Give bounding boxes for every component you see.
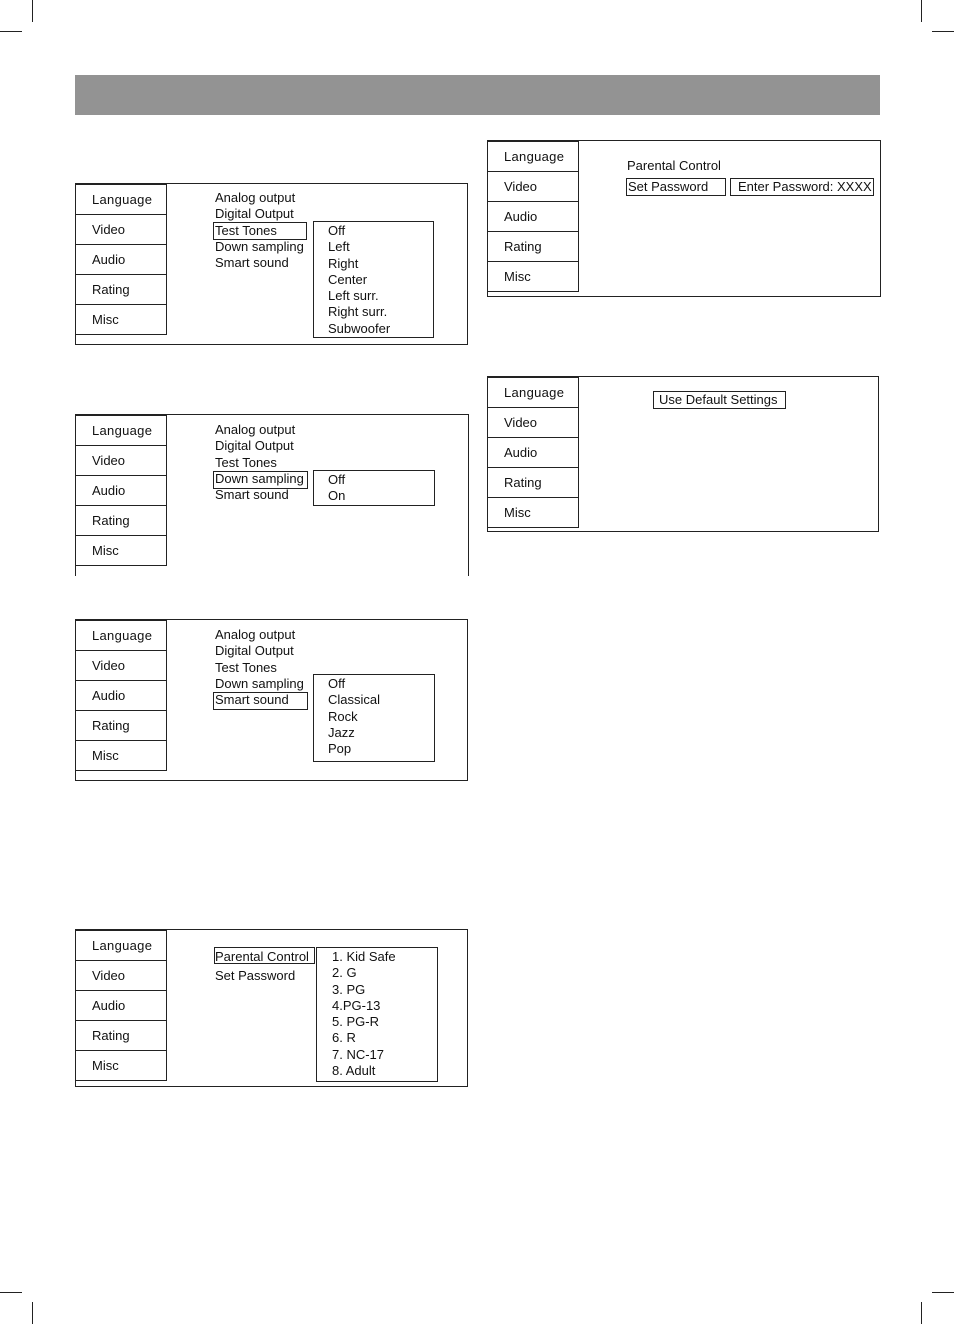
tab-language[interactable]: Language xyxy=(75,620,167,651)
option-right[interactable]: Right xyxy=(328,255,359,271)
crop-mark xyxy=(0,31,22,32)
tab-list xyxy=(487,141,579,292)
crop-mark xyxy=(32,0,33,22)
tab-misc[interactable]: Misc xyxy=(75,740,167,771)
panel-down-sampling xyxy=(75,414,469,576)
menu-item-analog-output[interactable]: Analog output xyxy=(215,190,296,205)
menu-item-test-tones[interactable]: Test Tones xyxy=(215,222,277,238)
tab-rating[interactable]: Rating xyxy=(75,505,167,536)
tab-rating[interactable]: Rating xyxy=(75,710,167,741)
menu-item-down-sampling[interactable]: Down sampling xyxy=(215,470,304,486)
parental-options xyxy=(316,947,438,1082)
selection-highlight xyxy=(213,222,307,240)
tab-audio[interactable]: Audio xyxy=(75,244,167,275)
menu-item-test-tones[interactable]: Test Tones xyxy=(215,454,277,470)
option-off[interactable]: Off xyxy=(328,676,346,691)
tab-rating[interactable]: Rating xyxy=(487,467,579,498)
tab-video[interactable]: Video xyxy=(487,407,579,438)
tab-misc[interactable]: Misc xyxy=(75,1050,167,1081)
tab-misc[interactable]: Misc xyxy=(75,535,167,566)
option-pg[interactable]: 3. PG xyxy=(332,981,366,997)
crop-mark xyxy=(921,0,922,22)
tab-language[interactable]: Language xyxy=(75,415,167,446)
panel-default-settings xyxy=(487,376,879,532)
menu-item-analog-output[interactable]: Analog output xyxy=(215,422,296,437)
smart-sound-options xyxy=(313,674,435,762)
menu-item-parental-control[interactable]: Parental Control xyxy=(215,949,309,964)
tab-language[interactable]: Language xyxy=(75,184,167,215)
crop-mark xyxy=(921,1302,922,1324)
panel-test-tones xyxy=(75,183,468,345)
panel-smart-sound xyxy=(75,619,468,781)
tab-audio[interactable]: Audio xyxy=(75,680,167,711)
option-right-surr[interactable]: Right surr. xyxy=(328,304,388,320)
tab-video[interactable]: Video xyxy=(75,214,167,245)
tab-video[interactable]: Video xyxy=(75,445,167,476)
crop-mark xyxy=(932,31,954,32)
tab-misc[interactable]: Misc xyxy=(487,497,579,528)
menu-item-smart-sound[interactable]: Smart sound xyxy=(215,692,289,708)
enter-password-field[interactable]: Enter Password: XXXX xyxy=(730,178,874,196)
tab-rating[interactable]: Rating xyxy=(75,1020,167,1051)
option-kid-safe[interactable]: 1. Kid Safe xyxy=(332,949,396,964)
panel-parental-control xyxy=(75,929,468,1087)
test-tones-options xyxy=(313,221,434,338)
tab-misc[interactable]: Misc xyxy=(75,304,167,335)
option-g[interactable]: 2. G xyxy=(332,965,357,981)
tab-list xyxy=(75,184,167,335)
panel-set-password xyxy=(487,140,881,297)
tab-video[interactable]: Video xyxy=(75,960,167,991)
tab-audio[interactable]: Audio xyxy=(75,475,167,506)
tab-language[interactable]: Language xyxy=(487,377,579,408)
option-on[interactable]: On xyxy=(328,488,346,504)
tab-misc[interactable]: Misc xyxy=(487,261,579,292)
option-r[interactable]: 6. R xyxy=(332,1030,356,1046)
tab-video[interactable]: Video xyxy=(487,171,579,202)
tab-list xyxy=(75,415,167,566)
tab-list xyxy=(75,620,167,771)
menu-item-digital-output[interactable]: Digital Output xyxy=(215,643,294,659)
tab-audio[interactable]: Audio xyxy=(75,990,167,1021)
option-classical[interactable]: Classical xyxy=(328,692,381,708)
menu-item-set-password[interactable]: Set Password xyxy=(215,968,296,983)
tab-language[interactable]: Language xyxy=(75,930,167,961)
menu-item-down-sampling[interactable]: Down sampling xyxy=(215,238,304,254)
menu-item-digital-output[interactable]: Digital Output xyxy=(215,206,294,222)
tab-audio[interactable]: Audio xyxy=(487,201,579,232)
menu-item-test-tones[interactable]: Test Tones xyxy=(215,659,277,675)
crop-mark xyxy=(32,1302,33,1324)
tab-video[interactable]: Video xyxy=(75,650,167,681)
option-off[interactable]: Off xyxy=(328,223,346,238)
option-left-surr[interactable]: Left surr. xyxy=(328,288,379,304)
menu-item-digital-output[interactable]: Digital Output xyxy=(215,438,294,454)
selection-highlight xyxy=(213,471,308,489)
option-pg-13[interactable]: 4.PG-13 xyxy=(332,997,381,1013)
tab-list xyxy=(487,377,579,528)
option-center[interactable]: Center xyxy=(328,271,368,287)
crop-mark xyxy=(0,1292,22,1293)
menu-item-analog-output[interactable]: Analog output xyxy=(215,627,296,642)
menu-item-smart-sound[interactable]: Smart sound xyxy=(215,487,289,503)
option-adult[interactable]: 8. Adult xyxy=(332,1063,376,1079)
crop-mark xyxy=(932,1292,954,1293)
menu-item-smart-sound[interactable]: Smart sound xyxy=(215,255,289,271)
option-rock[interactable]: Rock xyxy=(328,708,358,724)
selection-highlight xyxy=(214,947,315,964)
option-off[interactable]: Off xyxy=(328,472,346,487)
option-subwoofer[interactable]: Subwoofer xyxy=(328,320,391,336)
tab-language[interactable]: Language xyxy=(487,141,579,172)
option-nc-17[interactable]: 7. NC-17 xyxy=(332,1046,385,1062)
menu-item-down-sampling[interactable]: Down sampling xyxy=(215,675,304,691)
audio-menu xyxy=(215,422,304,503)
tab-rating[interactable]: Rating xyxy=(487,231,579,262)
tab-list xyxy=(75,930,167,1081)
selection-highlight xyxy=(213,692,308,710)
set-password-item[interactable]: Set Password xyxy=(626,178,726,196)
tab-rating[interactable]: Rating xyxy=(75,274,167,305)
use-default-settings-item[interactable]: Use Default Settings xyxy=(653,391,786,409)
header-bar xyxy=(75,75,880,115)
option-pg-r[interactable]: 5. PG-R xyxy=(332,1014,379,1030)
parental-control-label: Parental Control xyxy=(627,158,721,173)
option-jazz[interactable]: Jazz xyxy=(328,724,355,740)
tab-audio[interactable]: Audio xyxy=(487,437,579,468)
option-pop[interactable]: Pop xyxy=(328,741,352,757)
down-sampling-options xyxy=(313,470,435,506)
option-left[interactable]: Left xyxy=(328,239,350,255)
